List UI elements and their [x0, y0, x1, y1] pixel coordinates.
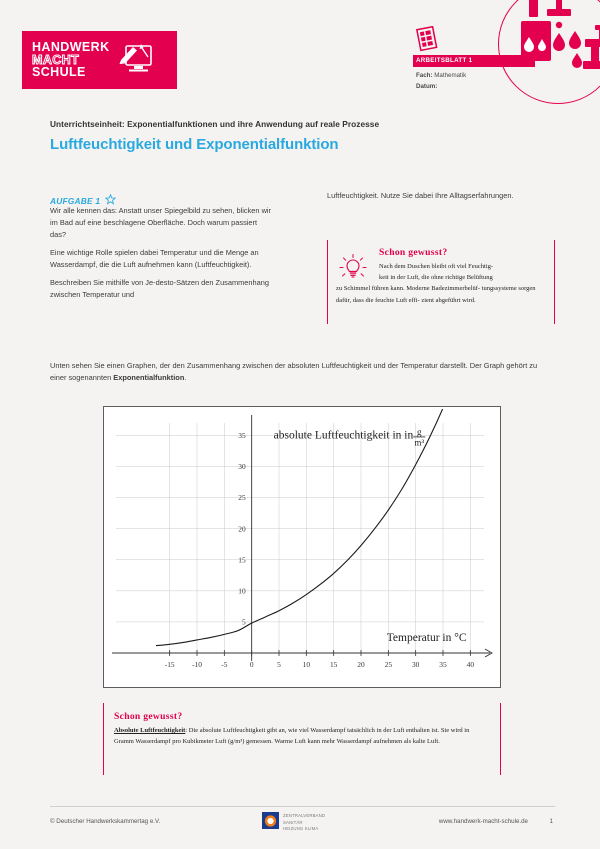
x-tick-label: -5 [221, 660, 228, 669]
partner-line-1: ZENTRALVERBAND [283, 813, 326, 819]
infobox-top-title: Schon gewusst? [379, 247, 448, 258]
worksheet-badge-label: ARBEITSBLATT 1 [416, 56, 473, 64]
y-tick-label: 10 [238, 586, 246, 596]
infobox-top-line-2: keit in der Luft, die ohne richtige Belüftung [379, 274, 493, 282]
brand-logo-text [32, 41, 110, 79]
task-label: AUFGABE 1 [50, 196, 101, 206]
footer-divider [50, 806, 555, 807]
infobox-top-line-3: zu Schimmel führen kann. Moderne Badezimmerbelüf- [336, 285, 481, 293]
humidity-temperature-chart [104, 407, 500, 687]
y-tick-label: 30 [238, 462, 246, 472]
infobox-bottom-title: Schon gewusst? [114, 711, 183, 722]
partner-line-3: HEIZUNG KLIMA [283, 826, 319, 832]
x-tick-label: 35 [439, 660, 447, 669]
task-paragraph-3: Beschreiben Sie mithilfe von Je-desto-Sätzen den Zusammenhang zwischen Temperatur und [50, 277, 269, 299]
x-tick-label: 25 [384, 660, 393, 669]
chart-container [103, 406, 501, 688]
x-tick-label: -10 [192, 660, 202, 669]
plumbing-illustration [498, 0, 600, 104]
task-text-column-left [50, 205, 272, 307]
x-tick-label: 30 [411, 660, 420, 669]
zvshk-wordmark [283, 813, 325, 833]
x-tick-label: 0 [249, 660, 254, 669]
x-tick-label: 15 [329, 660, 338, 669]
footer-website: www.handwerk-macht-schule.de [438, 818, 528, 825]
intro-text-after: . [184, 373, 187, 383]
infobox-top-line-4: tungssysteme sorgen dafür, dass die feuchte Luft effi- [336, 285, 536, 304]
intro-bold-term: Exponentialfunktion [113, 373, 185, 383]
x-tick-label: 5 [277, 660, 281, 669]
intro-text-before: Unten sehen Sie einen Graphen, der den Zusammenhang zwischen der absoluten Luftfeuchtigkeit und der Temperatur darstellt. Der Graph gehört zu einer sogenannten [50, 361, 538, 383]
partner-line-2: SANITÄR [283, 819, 303, 825]
worksheet-date-label: Datum: [416, 83, 438, 91]
infobox-bottom-text: : Die absolute Luftfeuchtigkeit gibt an, wie viel Wasserdampf tatsächlich in der Luft enthalten ist. Sie wird in Gramm Wasserdampf pro Kubikmeter Luft (g/m³) gemessen. Warme Luft kann mehr Wasserdampf aufnehmen als kalte Luft. [114, 727, 470, 746]
x-tick-label: 40 [466, 660, 475, 669]
footer-copyright: © Deutscher Handwerkskammertag e.V. [50, 818, 161, 825]
infobox-top-line-5: zient abgeführt wird. [421, 296, 476, 304]
y-axis-unit-numerator: g [416, 426, 422, 437]
footer-partner-logo [262, 812, 325, 834]
y-tick-label: 25 [238, 493, 246, 503]
brand-logo-line2: MACHT [32, 52, 80, 67]
task-text-column-right [327, 190, 552, 202]
worksheet-subject-row [416, 70, 466, 81]
infobox-bottom-term: Absolute Luftfeuchtigkeit [114, 727, 186, 734]
y-tick-label: 35 [238, 431, 246, 441]
zvshk-mark-icon [262, 812, 279, 834]
footer-page-number: 1 [549, 818, 553, 825]
task-paragraph-2: Eine wichtige Rolle spielen dabei Temperatur und die Menge an Wasserdampf, die die Luft aufnehmen kann (Luftfeuchtigkeit). [50, 247, 259, 269]
worksheet-date-row [416, 81, 466, 92]
worksheet-header-right [395, 0, 600, 100]
brand-logo-line3: SCHULE [32, 65, 86, 80]
worksheet-meta [416, 70, 466, 93]
x-tick-label: -15 [164, 660, 175, 669]
worksheet-subject-value: Mathematik [434, 72, 467, 79]
x-axis-label: Temperatur in °C [386, 632, 467, 644]
page-title: Luftfeuchtigkeit und Exponentialfunktion [50, 136, 339, 153]
task-paragraph-3-continued: Luftfeuchtigkeit. Nutze Sie dabei Ihre Alltagserfahrungen. [327, 191, 514, 200]
y-tick-label: 20 [238, 524, 246, 534]
infobox-top [327, 240, 555, 324]
infobox-bottom-body [114, 725, 490, 747]
intro-paragraph [50, 360, 555, 384]
lightbulb-icon [338, 252, 368, 289]
x-tick-label: 20 [357, 660, 365, 669]
infobox-bottom [103, 703, 501, 775]
brand-logo-line1: HANDWERK [32, 39, 110, 54]
monitor-pencil-icon [117, 41, 155, 80]
unit-kicker: Unterrichtseinheit: Exponentialfunktionen und ihre Anwendung auf reale Prozesse [50, 119, 380, 129]
x-tick-label: 10 [302, 660, 311, 669]
brand-logo [22, 31, 177, 89]
infobox-top-line-1: Nach dem Duschen bleibt oft viel Feuchtig- [379, 263, 494, 270]
y-tick-label: 5 [241, 617, 246, 627]
y-tick-label: 15 [238, 555, 246, 565]
worksheet-subject-label: Fach: [416, 72, 433, 79]
task-paragraph-1: Wir alle kennen das: Anstatt unser Spiegelbild zu sehen, blicken wir im Bad auf eine beschlagene Oberfläche. Doch warum passiert das? [50, 206, 272, 239]
y-axis-unit-denominator: m³ [414, 437, 425, 448]
y-axis-label: absolute Luftfeuchtigkeit in in [273, 429, 414, 442]
